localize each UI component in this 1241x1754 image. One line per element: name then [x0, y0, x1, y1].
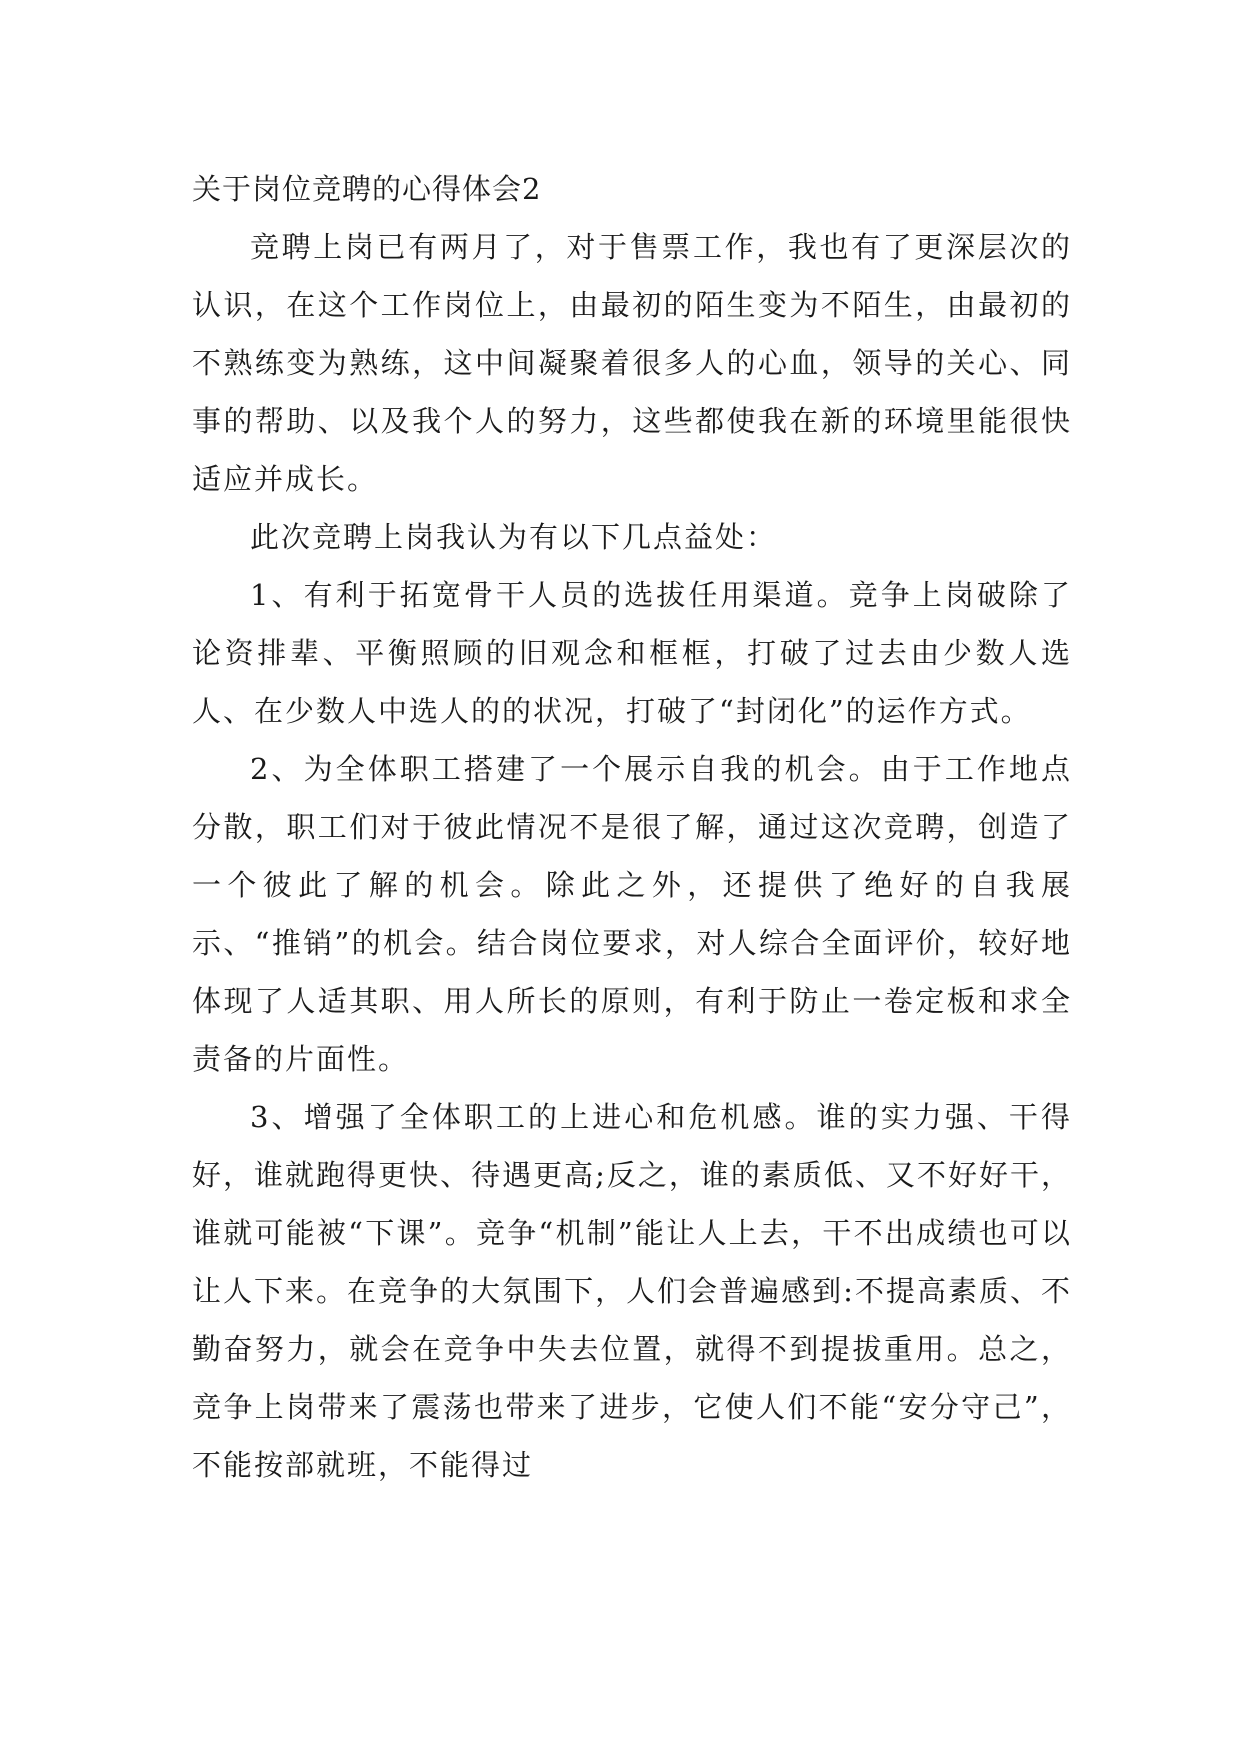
paragraph-intro: 竞聘上岗已有两月了，对于售票工作，我也有了更深层次的认识，在这个工作岗位上，由最初的陌生变为不陌生，由最初的不熟练变为熟练，这中间凝聚着很多人的心血，领导的关心、同事的帮助、以及我个人的努力，这些都使我在新的环境里能很快适应并成长。 [192, 230, 1072, 496]
paragraph-benefits-lead: 此次竞聘上岗我认为有以下几点益处： [250, 520, 778, 554]
paragraph-benefit-3: 3、增强了全体职工的上进心和危机感。谁的实力强、干得好，谁就跑得更快、待遇更高;反之，谁的素质低、又不好好干，谁就可能被“下课”。竞争“机制”能让人上去，干不出成绩也可以让人下来。在竞争的大氛围下，人们会普遍感到:不提高素质、不勤奋努力，就会在竞争中失去位置，就得不到提拔重用。总之，竞争上岗带来了震荡也带来了进步，它使人们不能“安分守己”，不能按部就班，不能得过 [192, 1100, 1072, 1482]
document-title: 关于岗位竞聘的心得体会2 [192, 172, 542, 206]
paragraph-benefit-2: 2、为全体职工搭建了一个展示自我的机会。由于工作地点分散，职工们对于彼此情况不是很了解，通过这次竞聘，创造了一个彼此了解的机会。除此之外，还提供了绝好的自我展示、“推销”的机会。结合岗位要求，对人综合全面评价，较好地体现了人适其职、用人所长的原则，有利于防止一卷定板和求全责备的片面性。 [192, 752, 1072, 1076]
paragraph-benefit-1: 1、有利于拓宽骨干人员的选拔任用渠道。竞争上岗破除了论资排辈、平衡照顾的旧观念和框框，打破了过去由少数人选人、在少数人中选人的的状况，打破了“封闭化”的运作方式。 [192, 578, 1072, 728]
document-body [192, 160, 1072, 1494]
